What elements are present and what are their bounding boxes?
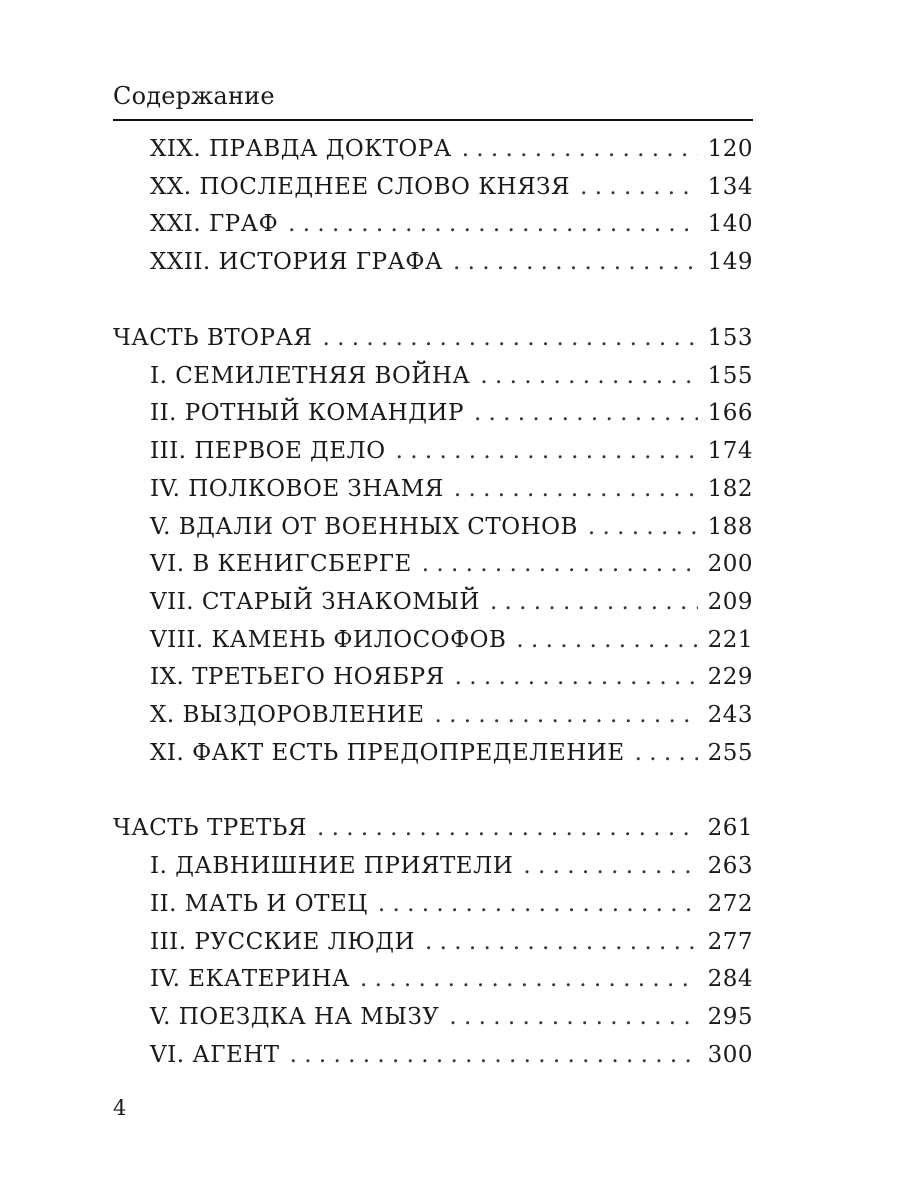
toc-entry-page: 221 [707,627,753,653]
toc-entry[interactable] [150,133,753,165]
toc-entry-title: II. РОТНЫЙ КОМАНДИР [150,400,464,426]
toc-entry-title: VIII. КАМЕНЬ ФИЛОСОФОВ [150,627,507,653]
toc-entry-page: 295 [707,1004,753,1030]
toc-entry[interactable] [150,360,753,392]
toc-entry-page: 261 [707,815,753,841]
toc-entry-page: 134 [707,174,753,200]
toc-entry-title: V. ВДАЛИ ОТ ВОЕННЫХ СТОНОВ [150,514,578,540]
dot-leader [516,624,697,656]
toc-entry-title: I. СЕМИЛЕТНЯЯ ВОЙНА [150,363,471,389]
toc-entry[interactable] [150,850,753,882]
toc-entry-page: 120 [707,136,753,162]
dot-leader [360,963,698,995]
toc-entry-title: ЧАСТЬ ВТОРАЯ [113,325,313,351]
toc-entry[interactable] [150,246,753,278]
toc-entry-title: XIX. ПРАВДА ДОКТОРА [150,136,452,162]
toc-entry-title: IX. ТРЕТЬЕГО НОЯБРЯ [150,664,445,690]
toc-entry[interactable] [150,171,753,203]
toc-entry-title: IV. ПОЛКОВОЕ ЗНАМЯ [150,476,444,502]
dot-leader [396,435,698,467]
toc-entry-page: 243 [707,702,753,728]
toc-entry-title: XXII. ИСТОРИЯ ГРАФА [150,249,443,275]
toc-entry[interactable] [150,208,753,240]
dot-leader [490,586,698,618]
toc-entry-page: 229 [707,664,753,690]
toc-entry-page: 209 [707,589,753,615]
dot-leader [317,812,698,844]
toc-entry-title: ЧАСТЬ ТРЕТЬЯ [113,815,307,841]
toc-entry[interactable] [150,473,753,505]
dot-leader [462,133,698,165]
toc-entry-title: II. МАТЬ И ОТЕЦ [150,891,368,917]
toc-entry[interactable] [150,963,753,995]
dot-leader [454,473,698,505]
toc-entry-title: III. РУССКИЕ ЛЮДИ [150,929,416,955]
toc-entry-page: 140 [707,211,753,237]
toc-entry[interactable] [150,888,753,920]
toc-entry[interactable] [150,397,753,429]
toc-entry-page: 263 [707,853,753,879]
toc-entry-page: 182 [707,476,753,502]
toc-entry-page: 200 [707,551,753,577]
toc-entry[interactable] [150,624,753,656]
toc-entry-title: V. ПОЕЗДКА НА МЫЗУ [150,1004,440,1030]
toc-entry[interactable] [150,1039,753,1071]
toc-entry-title: III. ПЕРВОЕ ДЕЛО [150,438,386,464]
dot-leader [422,548,698,580]
toc-entry-title: XXI. ГРАФ [150,211,279,237]
toc-entry[interactable] [150,737,753,769]
page-number: 4 [113,1096,127,1120]
dot-leader [480,360,697,392]
toc-entry[interactable] [150,511,753,543]
toc-entry[interactable] [150,699,753,731]
toc-entry-title: XI. ФАКТ ЕСТЬ ПРЕДОПРЕДЕЛЕНИЕ [150,740,625,766]
toc-entry-page: 255 [707,740,753,766]
toc-part-heading[interactable] [113,322,753,354]
toc-entry-page: 284 [707,966,753,992]
dot-leader [435,699,698,731]
toc-entry-page: 166 [707,400,753,426]
dot-leader [523,850,697,882]
toc-entry[interactable] [150,586,753,618]
toc-entry[interactable] [150,926,753,958]
toc-entry-page: 149 [707,249,753,275]
toc-entry-page: 300 [707,1042,753,1068]
toc-entry-title: X. ВЫЗДОРОВЛЕНИЕ [150,702,425,728]
toc-entry-page: 277 [707,929,753,955]
toc-entry-page: 155 [707,363,753,389]
toc-entry[interactable] [150,435,753,467]
dot-leader [323,322,698,354]
toc-entry-title: VI. В КЕНИГСБЕРГЕ [150,551,412,577]
toc-entry[interactable] [150,548,753,580]
toc-entry-title: I. ДАВНИШНИЕ ПРИЯТЕЛИ [150,853,514,879]
toc-entry-title: VI. АГЕНТ [150,1042,280,1068]
dot-leader [378,888,698,920]
toc-entry-page: 174 [707,438,753,464]
dot-leader [580,171,698,203]
toc-entry[interactable] [150,1001,753,1033]
toc-entry-page: 153 [707,325,753,351]
toc-part-heading[interactable] [113,812,753,844]
running-header: Содержание [113,82,275,110]
toc-entry[interactable] [150,661,753,693]
dot-leader [449,1001,697,1033]
toc-entry-page: 272 [707,891,753,917]
toc-entry-title: IV. ЕКАТЕРИНА [150,966,350,992]
dot-leader [453,246,698,278]
toc-entry-page: 188 [707,514,753,540]
dot-leader [474,397,698,429]
dot-leader [455,661,698,693]
toc-entry-title: XX. ПОСЛЕДНЕЕ СЛОВО КНЯЗЯ [150,174,571,200]
dot-leader [635,737,698,769]
dot-leader [425,926,698,958]
toc-entry-title: VII. СТАРЫЙ ЗНАКОМЫЙ [150,589,480,615]
dot-leader [288,208,697,240]
dot-leader [290,1039,698,1071]
dot-leader [588,511,698,543]
